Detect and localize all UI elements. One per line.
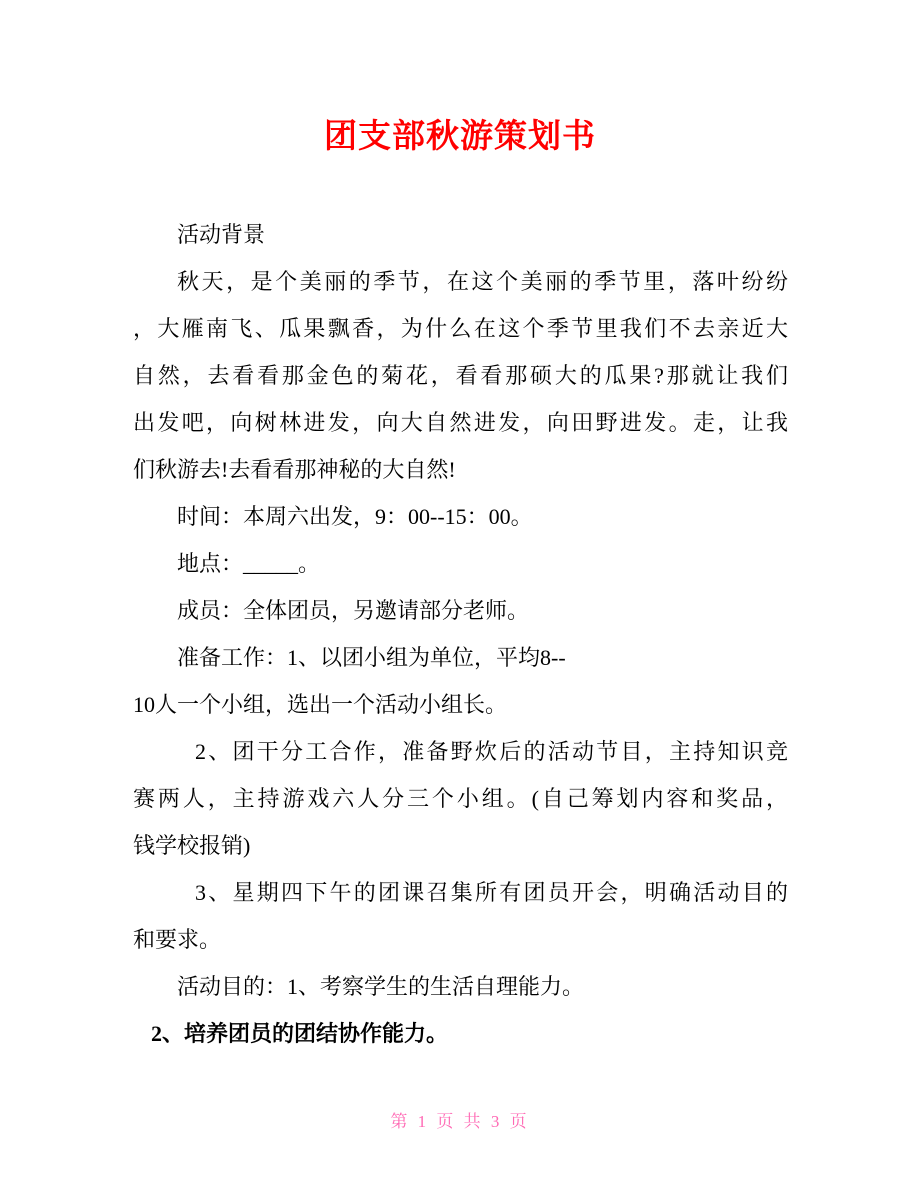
body-line: 们秋游去!去看看那神秘的大自然! <box>133 457 456 482</box>
page-number-label: 第 1 页 共 3 页 <box>390 1112 530 1131</box>
page-footer <box>0 1108 920 1136</box>
body-line: 2、团干分工合作，准备野炊后的活动节目，主持知识竞 <box>195 739 788 764</box>
body-line: 3、星期四下午的团课召集所有团员开会，明确活动目的 <box>195 880 788 905</box>
body-line: 成员：全体团员，另邀请部分老师。 <box>177 598 530 623</box>
body-line: 赛两人，主持游戏六人分三个小组。(自己筹划内容和奖品， <box>133 786 788 811</box>
body-line: 钱学校报销) <box>133 833 251 858</box>
body-line: 和要求。 <box>133 927 222 952</box>
body-line: 秋天，是个美丽的季节，在这个美丽的季节里，落叶纷纷 <box>177 269 788 294</box>
body-line: 自然，去看看那金色的菊花，看看那硕大的瓜果?那就让我们 <box>133 363 788 388</box>
body-line: ，大雁南飞、瓜果飘香，为什么在这个季节里我们不去亲近大 <box>133 316 788 341</box>
body-line: 活动目的：1、考察学生的生活自理能力。 <box>177 974 585 999</box>
body-line: 时间：本周六出发，9：00--15：00。 <box>177 504 533 529</box>
document-title: 团支部秋游策划书 <box>324 117 596 154</box>
body-line: 准备工作：1、以团小组为单位，平均8-- <box>177 645 566 670</box>
body-line: 10人一个小组，选出一个活动小组长。 <box>133 692 508 717</box>
document-body <box>133 211 788 1057</box>
body-line: 出发吧，向树林进发，向大自然进发，向田野进发。走，让我 <box>133 410 788 435</box>
body-line: 活动背景 <box>177 222 266 247</box>
body-line: 地点：_____。 <box>177 551 321 576</box>
body-line: 2、培养团员的团结协作能力。 <box>151 1021 449 1046</box>
